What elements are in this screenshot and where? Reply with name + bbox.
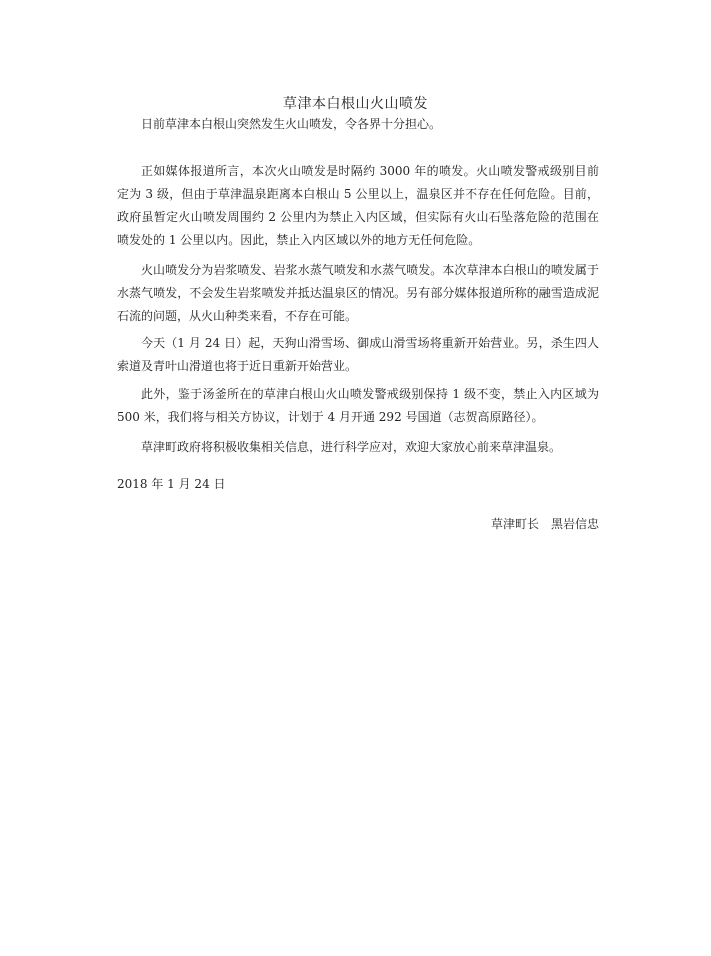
page-title: 草津本白根山火山喷发 [283, 96, 428, 112]
paragraph-road-plan: 此外，鉴于汤釜所在的草津白根山火山喷发警戒级别保持 1 级不变，禁止入内区域为 500 米，我们将与相关方协议，计划于 4 月开通 292 号国道（志贺高原路径）。 [117, 387, 599, 424]
signature-name: 黑岩信忠 [551, 517, 600, 531]
document-date: 2018 年 1 月 24 日 [117, 477, 226, 491]
signature [491, 513, 599, 536]
paragraph-intro: 日前草津本白根山突然发生火山喷发，令各界十分担心。 [141, 117, 442, 131]
paragraph-ski-resorts: 今天（1 月 24 日）起，天狗山滑雪场、御成山滑雪场将重新开始营业。另，杀生四人索道及青叶山滑道也将于近日重新开始营业。 [117, 336, 599, 373]
signature-position: 草津町长 [491, 517, 540, 531]
paragraph-closing: 草津町政府将积极收集相关信息，进行科学应对，欢迎大家放心前来草津温泉。 [141, 440, 562, 454]
paragraph-eruption-level: 正如媒体报道所言，本次火山喷发是时隔约 3000 年的喷发。火山喷发警戒级别目前定为 3 级，但由于草津温泉距离本白根山 5 公里以上，温泉区并不存在任何危险。目前，政府虽暂定火山喷发周围约 2 公里内为禁止入内区域，但实际有火山石坠落危险的范围在喷发处的 1 公里以内。因此，禁止入内区域以外的地方无任何危险。 [117, 164, 599, 247]
paragraph-eruption-type: 火山喷发分为岩浆喷发、岩浆水蒸气喷发和水蒸气喷发。本次草津本白根山的喷发属于水蒸气喷发，不会发生岩浆喷发并抵达温泉区的情况。另有部分媒体报道所称的融雪造成泥石流的问题，从火山种类来看，不存在可能。 [117, 263, 599, 323]
